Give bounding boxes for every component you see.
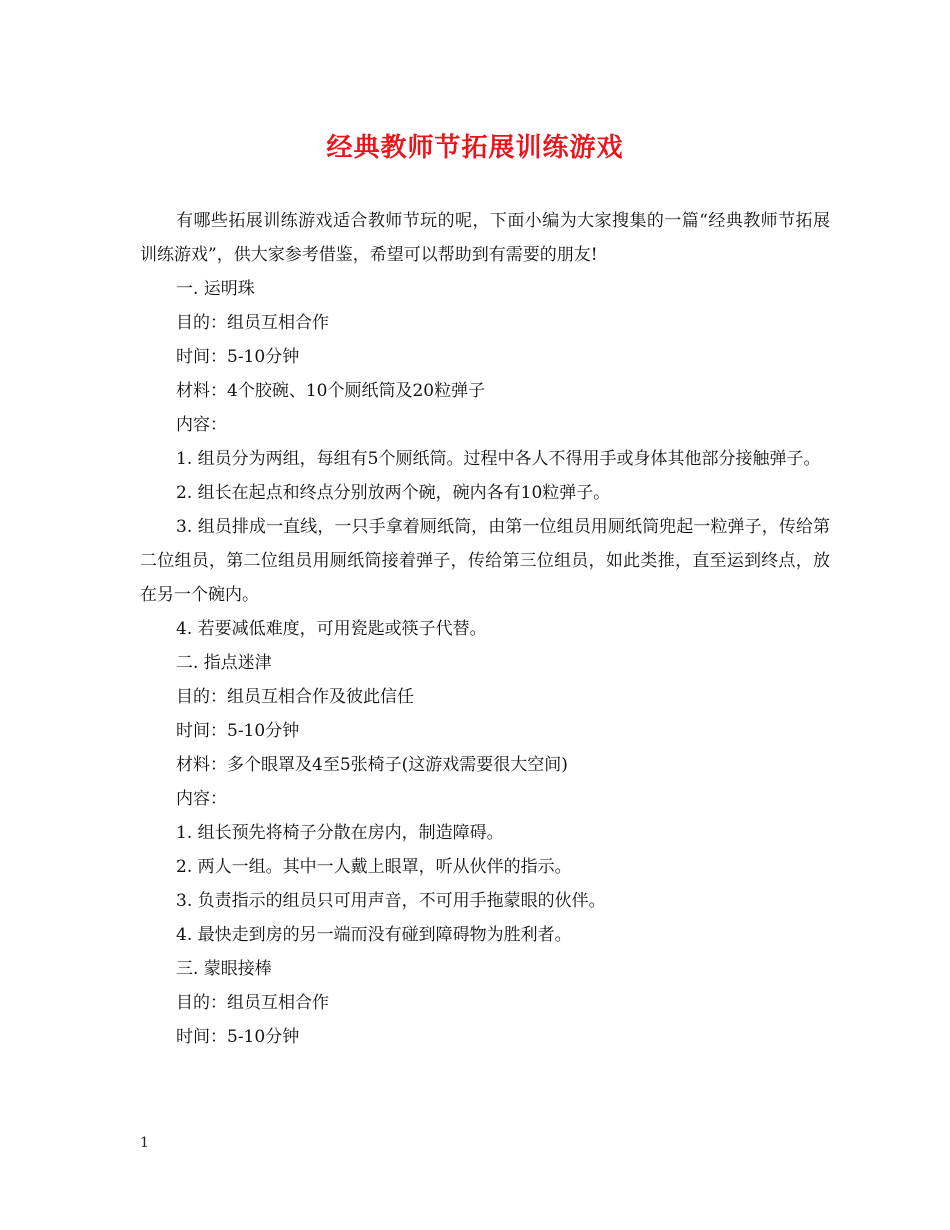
list-item: 3. 负责指示的组员只可用声音，不可用手拖蒙眼的伙伴。 <box>176 891 606 911</box>
document-title: 经典教师节拓展训练游戏 <box>326 133 624 163</box>
paragraph: 时间：5-10分钟 <box>176 721 300 741</box>
paragraph: 材料：4个胶碗、10个厕纸筒及20粒弹子 <box>176 381 486 401</box>
paragraph: 内容： <box>176 789 227 809</box>
paragraph: 内容： <box>176 415 227 435</box>
list-item: 4. 若要减低难度，可用瓷匙或筷子代替。 <box>176 619 487 639</box>
paragraph: 目的：组员互相合作 <box>176 313 329 333</box>
section-heading: 三. 蒙眼接棒 <box>176 959 272 979</box>
paragraph: 目的：组员互相合作 <box>176 993 329 1013</box>
document-body <box>140 204 830 1054</box>
paragraph: 时间：5-10分钟 <box>176 1027 300 1047</box>
intro-paragraph: 有哪些拓展训练游戏适合教师节玩的呢，下面小编为大家搜集的一篇“经典教师节拓展训练游戏”，供大家参考借鉴，希望可以帮助到有需要的朋友! <box>140 211 830 265</box>
list-item: 3. 组员排成一直线，一只手拿着厕纸筒，由第一位组员用厕纸筒兜起一粒弹子，传给第二位组员，第二位组员用厕纸筒接着弹子，传给第三位组员，如此类推，直至运到终点，放在另一个碗内。 <box>140 517 830 605</box>
list-item: 4. 最快走到房的另一端而没有碰到障碍物为胜利者。 <box>176 925 572 945</box>
section-heading: 二. 指点迷津 <box>176 653 272 673</box>
paragraph: 材料：多个眼罩及4至5张椅子(这游戏需要很大空间) <box>176 755 568 775</box>
section-heading: 一. 运明珠 <box>176 279 255 299</box>
paragraph: 目的：组员互相合作及彼此信任 <box>176 687 414 707</box>
page-number: 1 <box>140 1135 149 1151</box>
list-item: 1. 组长预先将椅子分散在房内，制造障碍。 <box>176 823 504 843</box>
paragraph: 时间：5-10分钟 <box>176 347 300 367</box>
list-item: 1. 组员分为两组，每组有5个厕纸筒。过程中各人不得用手或身体其他部分接触弹子。 <box>176 449 821 469</box>
list-item: 2. 两人一组。其中一人戴上眼罩，听从伙伴的指示。 <box>176 857 572 877</box>
list-item: 2. 组长在起点和终点分别放两个碗，碗内各有10粒弹子。 <box>176 483 611 503</box>
